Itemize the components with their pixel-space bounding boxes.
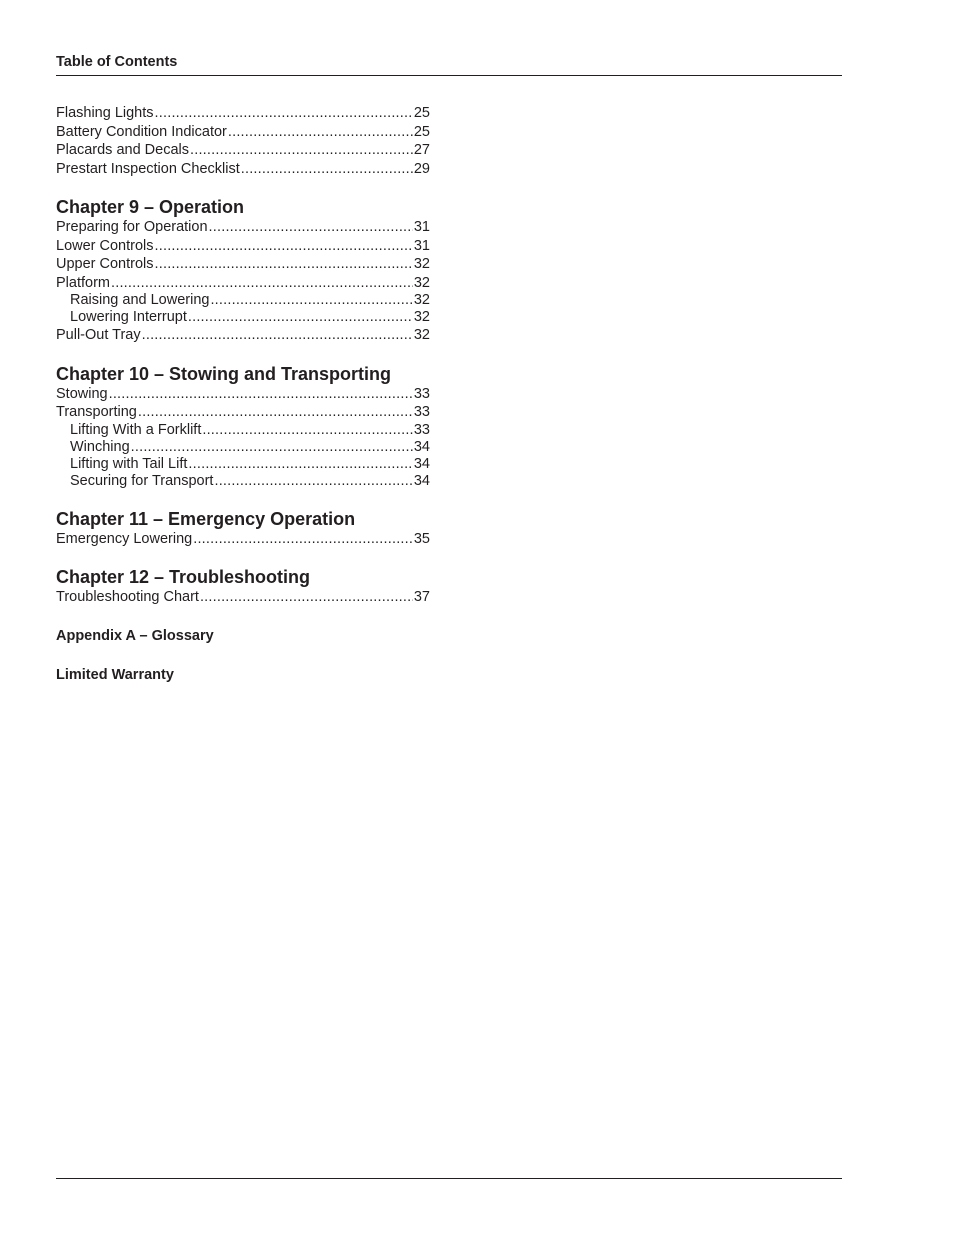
toc-section bbox=[56, 196, 430, 345]
toc-subentry[interactable] bbox=[56, 422, 430, 439]
toc-subentry[interactable] bbox=[56, 473, 430, 490]
toc-entry-page: 29 bbox=[413, 160, 430, 177]
toc-entry-label: Battery Condition Indicator bbox=[56, 123, 227, 140]
dot-leader bbox=[188, 309, 413, 326]
toc-entry-label: Lowering Interrupt bbox=[70, 309, 187, 325]
dot-leader bbox=[138, 403, 413, 422]
toc-entry-page: 32 bbox=[413, 256, 430, 272]
chapter-title[interactable]: Chapter 9 – Operation bbox=[56, 197, 245, 217]
toc-entry-page: 32 bbox=[413, 309, 430, 325]
toc-entry-label: Placards and Decals bbox=[56, 142, 189, 158]
toc-entry[interactable] bbox=[56, 160, 430, 179]
toc-subentry[interactable] bbox=[56, 292, 430, 309]
toc-entry[interactable] bbox=[56, 218, 430, 237]
dot-leader bbox=[241, 160, 413, 179]
toc-entry[interactable] bbox=[56, 104, 430, 123]
toc-entry-label: Prestart Inspection Checklist bbox=[56, 160, 240, 177]
toc-entry-label: Lifting with Tail Lift bbox=[70, 455, 188, 472]
toc-entry-page: 33 bbox=[413, 404, 430, 420]
dot-leader bbox=[142, 326, 413, 345]
toc-entry[interactable] bbox=[56, 274, 430, 293]
toc-section bbox=[56, 566, 430, 607]
dot-leader bbox=[155, 237, 413, 256]
dot-leader bbox=[111, 274, 413, 293]
toc-entry-label: Preparing for Operation bbox=[56, 219, 208, 235]
footer-divider bbox=[56, 1178, 842, 1179]
toc-entry-label: Lifting With a Forklift bbox=[70, 421, 202, 438]
toc-entry[interactable] bbox=[56, 588, 430, 607]
toc-entry[interactable] bbox=[56, 237, 430, 256]
toc-entry-page: 33 bbox=[413, 385, 430, 402]
toc-entry[interactable] bbox=[56, 530, 430, 549]
limited-warranty[interactable]: Limited Warranty bbox=[56, 666, 174, 683]
toc-subentry[interactable] bbox=[56, 456, 430, 473]
toc-entry-page: 32 bbox=[413, 274, 430, 291]
toc-entry-page: 31 bbox=[413, 219, 430, 235]
page-header-title: Table of Contents bbox=[56, 54, 178, 70]
toc-entry-page: 31 bbox=[413, 237, 430, 254]
toc-entry-label: Securing for Transport bbox=[70, 472, 214, 489]
toc-entry-page: 32 bbox=[413, 327, 430, 343]
toc-entry-label: Lower Controls bbox=[56, 237, 154, 254]
toc-entry-page: 33 bbox=[413, 421, 430, 438]
chapter-title[interactable]: Chapter 11 – Emergency Operation bbox=[56, 508, 356, 529]
dot-leader bbox=[188, 456, 412, 473]
toc-entry-page: 25 bbox=[413, 105, 430, 121]
toc-entry-page: 34 bbox=[413, 472, 430, 489]
toc-entry[interactable] bbox=[56, 255, 430, 274]
toc-entry-page: 32 bbox=[413, 292, 430, 308]
toc-entry-page: 37 bbox=[413, 589, 430, 605]
toc-entry-label: Emergency Lowering bbox=[56, 530, 193, 547]
toc-entry-page: 27 bbox=[413, 142, 430, 158]
header-divider bbox=[56, 75, 842, 76]
toc-entry[interactable] bbox=[56, 141, 430, 160]
chapter-title[interactable]: Chapter 10 – Stowing and Transporting bbox=[56, 363, 392, 384]
appendix-glossary[interactable]: Appendix A – Glossary bbox=[56, 627, 214, 644]
toc-section bbox=[56, 363, 430, 490]
toc-subentry[interactable] bbox=[56, 309, 430, 326]
toc-entry[interactable] bbox=[56, 403, 430, 422]
toc-entry-label: Platform bbox=[56, 274, 110, 291]
toc-entry-label: Raising and Lowering bbox=[70, 292, 210, 308]
dot-leader bbox=[109, 385, 413, 404]
toc-entry-label: Pull-Out Tray bbox=[56, 327, 141, 343]
toc-entry-label: Troubleshooting Chart bbox=[56, 589, 199, 605]
dot-leader bbox=[228, 123, 413, 142]
dot-leader bbox=[190, 141, 413, 160]
toc-entry[interactable] bbox=[56, 123, 430, 142]
toc-entry-page: 25 bbox=[413, 123, 430, 140]
dot-leader bbox=[131, 439, 413, 456]
dot-leader bbox=[210, 292, 412, 309]
dot-leader bbox=[200, 588, 413, 607]
dot-leader bbox=[193, 530, 413, 549]
toc-entry-label: Upper Controls bbox=[56, 256, 154, 272]
dot-leader bbox=[209, 218, 413, 237]
dot-leader bbox=[202, 422, 413, 439]
toc-section bbox=[56, 104, 430, 178]
toc-subentry[interactable] bbox=[56, 439, 430, 456]
table-of-contents bbox=[56, 104, 430, 684]
toc-entry[interactable] bbox=[56, 326, 430, 345]
toc-section bbox=[56, 508, 430, 549]
toc-entry-page: 34 bbox=[413, 438, 430, 455]
toc-entry-label: Stowing bbox=[56, 385, 108, 402]
chapter-title[interactable]: Chapter 12 – Troubleshooting bbox=[56, 567, 311, 587]
toc-entry-label: Transporting bbox=[56, 404, 137, 420]
toc-entry-label: Flashing Lights bbox=[56, 105, 154, 121]
toc-entry-page: 35 bbox=[413, 530, 430, 547]
dot-leader bbox=[155, 255, 413, 274]
toc-entry[interactable] bbox=[56, 385, 430, 404]
dot-leader bbox=[214, 473, 412, 490]
toc-entry-label: Winching bbox=[70, 438, 130, 455]
dot-leader bbox=[155, 104, 413, 123]
toc-entry-page: 34 bbox=[413, 455, 430, 472]
